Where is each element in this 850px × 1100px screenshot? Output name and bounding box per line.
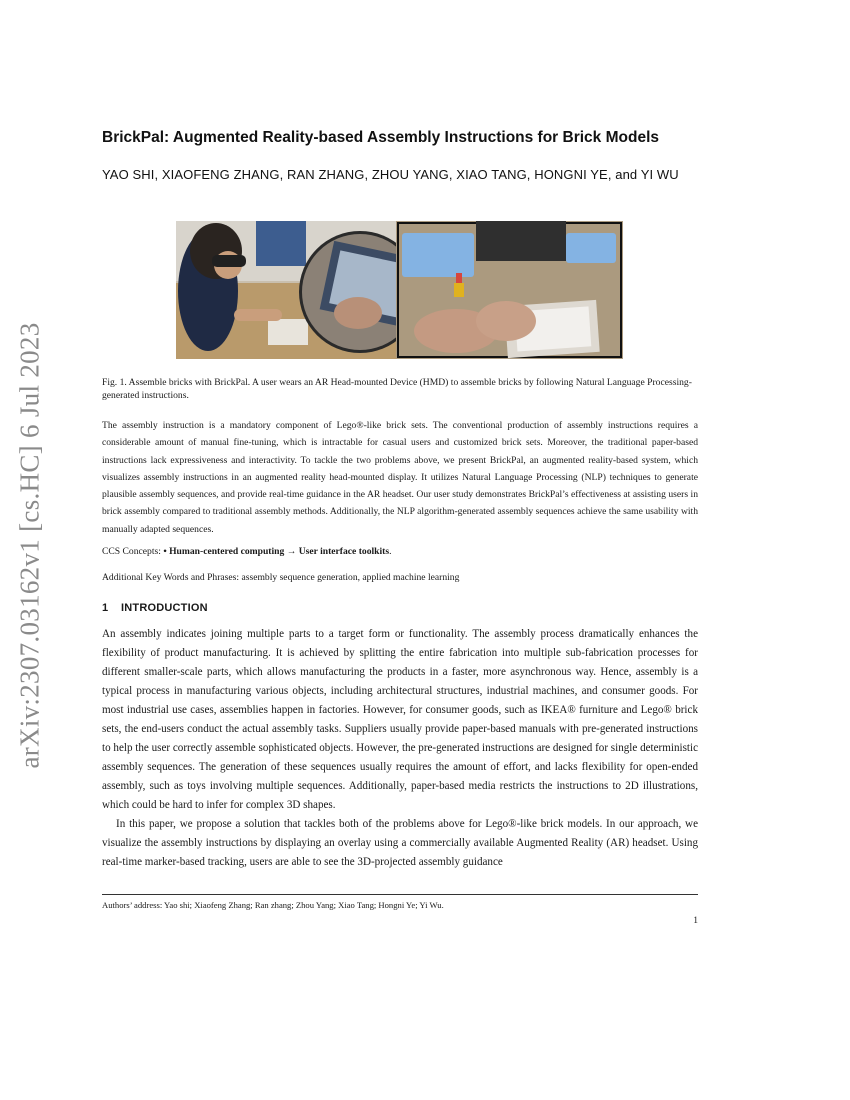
- section-title: INTRODUCTION: [121, 602, 208, 614]
- paragraph: An assembly indicates joining multiple parts to a target form or functionality. The assembly process dramatically enhances the flexibility of product manufacturing. It is achieved by splitting the entire fabrication into multiple sub-fabrication processes for different smaller-scale parts, which allows manufacturing the products in a faster, more asynchronous way. Hence, assembly is a typical process in manufacturing various objects, including architectural structures, industrial machines, and consumer goods. For most industrial use cases, assemblies happen in factories. However, for consumer goods, such as IKEA® furniture and Lego® brick sets, the end-users conduct the actual assembly tasks. Suppliers usually provide paper-based manuals with pre-generated instructions to help the user correctly assemble sophisticated objects. However, the pre-generated instructions are designed for single deterministic assembly sequences. The generation of these sequences usually requires the amount of effort, and lacks flexibility for open-ended assembly, such as toys involving multiple sequences. Additionally, paper-based media restricts the instructions to 2D illustrations, which could be hard to infer for complex 3D shapes.: [102, 628, 698, 811]
- arxiv-identifier: arXiv:2307.03162v1 [cs.HC] 6 Jul 2023: [14, 321, 45, 769]
- paragraph: In this paper, we propose a solution that tackles both of the problems above for Lego®-like brick models. In our approach, we visualize the assembly instructions by displaying an overlay using a commercially available Augmented Reality (AR) headset. Using real-time marker-based tracking, users are able to see the 3D-projected assembly guidance: [102, 818, 698, 868]
- introduction-body: [102, 625, 698, 872]
- ccs-bullet: •: [163, 546, 170, 557]
- ccs-concepts: [102, 545, 698, 558]
- ccs-concept: Human-centered computing: [169, 546, 285, 557]
- ccs-end: .: [389, 546, 392, 557]
- teaser-photo: [176, 221, 623, 359]
- ccs-subconcept: User interface toolkits: [298, 546, 390, 557]
- additional-keywords: Additional Key Words and Phrases: assembly sequence generation, applied machine learning: [102, 572, 460, 583]
- footnote-divider: [102, 894, 698, 895]
- page-number: 1: [693, 915, 698, 926]
- section-heading: [102, 602, 698, 614]
- arxiv-identifier-stamp: [10, 310, 50, 780]
- section-number: 1: [102, 602, 109, 614]
- abstract: The assembly instruction is a mandatory component of Lego®-like brick sets. The conventional production of assembly instructions requires a considerable amount of manual fine-tuning, which is intractable for casual users and customized brick sets. Moreover, the traditional paper-based instructions lack expressiveness and interactivity. To tackle the two problems above, we present BrickPal, an augmented reality-based system, which visualizes assembly instructions in an augmented reality head-mounted display. It utilizes Natural Language Processing (NLP) techniques to generate plausible assembly sequences, and provide real-time guidance in the AR headset. Our user study demonstrates BrickPal’s effectiveness at assisting users in brick assembly compared to traditional assembly methods. Additionally, the NLP algorithm-generated assembly sequences achieve the same usability with manually adapted sequences.: [102, 420, 698, 535]
- figure-caption: Fig. 1. Assemble bricks with BrickPal. A user wears an AR Head-mounted Device (HMD) to assemble bricks by following Natural Language Processing-generated instructions.: [102, 377, 692, 401]
- teaser-figure: [176, 221, 623, 359]
- author-address-footnote: Authors’ address: Yao shi; Xiaofeng Zhang; Ran zhang; Zhou Yang; Xiao Tang; Hongni Ye; Yi Wu.: [102, 900, 444, 910]
- paper-title: BrickPal: Augmented Reality-based Assembly Instructions for Brick Models: [102, 129, 659, 146]
- ccs-arrow: →: [284, 546, 299, 557]
- author-list: YAO SHI, XIAOFENG ZHANG, RAN ZHANG, ZHOU YANG, XIAO TANG, HONGNI YE, and YI WU: [102, 167, 679, 182]
- ccs-label: CCS Concepts:: [102, 546, 164, 557]
